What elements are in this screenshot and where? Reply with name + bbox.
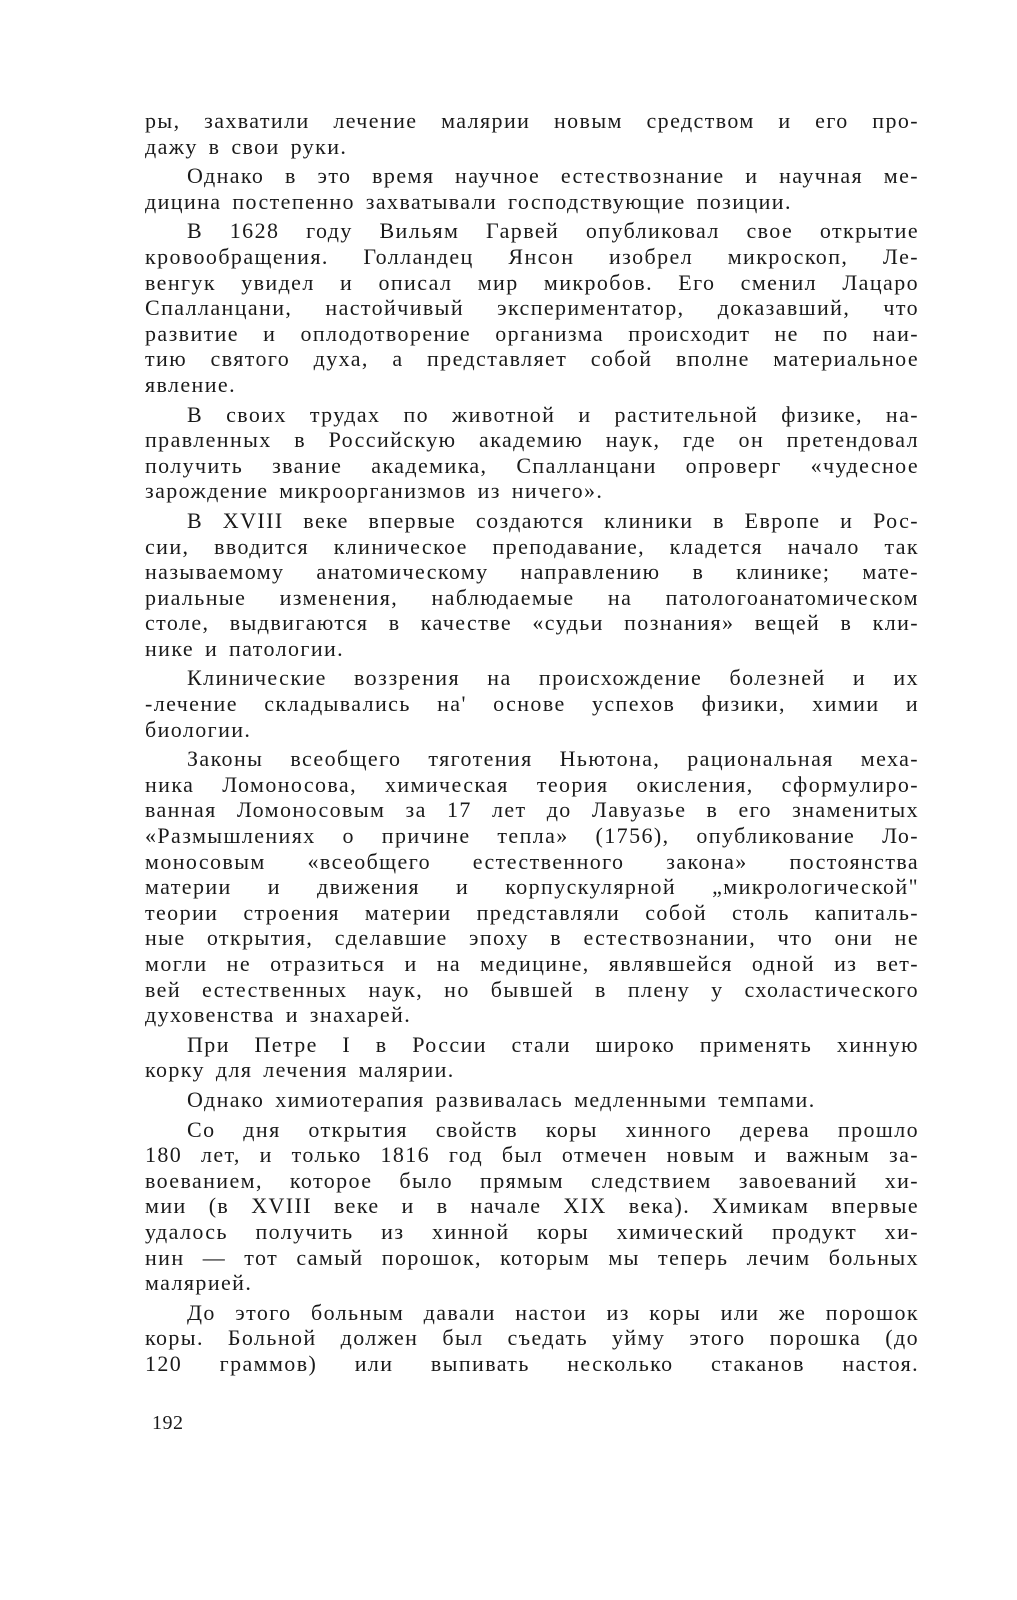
text-line: Спалланцани, настойчивый экспериментатор, доказавший, что — [145, 295, 919, 321]
text-line: Со дня открытия свойств коры хинного дерева прошло — [187, 1116, 919, 1142]
text-line: ные открытия, сделавшие эпоху в естествознании, что они не — [145, 925, 919, 951]
paragraph — [145, 218, 919, 397]
text-line: Клинические воззрения на происхождение болезней и их — [187, 665, 919, 691]
text-line: Однако химиотерапия развивалась медленными темпами. — [187, 1086, 816, 1112]
page-number: 192 — [152, 1412, 184, 1434]
text-line: 180 лет, и только 1816 год был отмечен новым и важным за- — [145, 1142, 919, 1168]
text-line: -лечение складывались на' основе успехов физики, химии и — [145, 691, 919, 717]
text-line: получить звание академика, Спалланцани опроверг «чудесное — [145, 452, 919, 478]
text-line: называемому анатомическому направлению в клинике; мате- — [145, 559, 919, 585]
text-line: «Размышлениях о причине тепла» (1756), опубликование Ло- — [145, 823, 919, 849]
text-line: дажу в свои руки. — [145, 133, 348, 159]
text-line: тию святого духа, а представляет собой вполне материальное — [145, 346, 919, 372]
paragraph — [145, 1032, 919, 1083]
text-line: корку для лечения малярии. — [145, 1057, 455, 1083]
text-line: удалось получить из хинной коры химический продукт хи- — [145, 1218, 919, 1244]
text-line: В XVIII веке впервые создаются клиники в Европе и Рос- — [187, 507, 919, 533]
text-line: венгук увидел и описал мир микробов. Его сменил Лацаро — [145, 269, 919, 295]
text-line: В своих трудах по животной и растительной физике, на- — [187, 401, 919, 427]
text-line: ры, захватили лечение малярии новым средством и его про- — [145, 108, 919, 133]
text-line: вей естественных наук, но бывшей в плену у схоластического — [145, 976, 919, 1002]
text-line: 120 граммов) или выпивать несколько стаканов настоя. — [145, 1350, 919, 1376]
text-line: развитие и оплодотворение организма происходит не по наи- — [145, 320, 919, 346]
text-line: мии (в XVIII веке и в начале XIX века). Химикам впервые — [145, 1193, 919, 1219]
text-line: сии, вводится клиническое преподавание, кладется начало так — [145, 533, 919, 559]
paragraph — [145, 1300, 919, 1377]
text-line: могли не отразиться и на медицине, являвшейся одной из вет- — [145, 951, 919, 976]
text-line: нике и патологии. — [145, 635, 345, 661]
text-line: биологии. — [145, 716, 252, 742]
paragraph — [145, 746, 919, 1028]
text-line: явление. — [145, 371, 236, 397]
text-line: воеванием, которое было прямым следствием завоеваний хи- — [145, 1167, 919, 1193]
text-line: кровообращения. Голландец Янсон изобрел микроскоп, Ле- — [145, 243, 919, 269]
text-line: нин — тот самый порошок, которым мы теперь лечим больных — [145, 1244, 919, 1270]
text-line: моносовым «всеобщего естественного закона» постоянства — [145, 848, 919, 874]
text-line: В 1628 году Вильям Гарвей опубликовал свое открытие — [187, 218, 919, 244]
text-line: дицина постепенно захватывали господствующие позиции. — [145, 188, 792, 214]
paragraph — [145, 108, 919, 159]
paragraph — [145, 1117, 919, 1296]
paragraph — [145, 508, 919, 662]
text-line: Однако в это время научное естествознание и научная ме- — [187, 163, 919, 189]
text-line: малярией. — [145, 1270, 253, 1296]
text-line: коры. Больной должен был съедать уйму этого порошка (до — [145, 1325, 919, 1351]
paragraph — [145, 1087, 919, 1113]
text-line: зарождение микроорганизмов из ничего». — [145, 478, 604, 504]
text-line: духовенства и знахарей. — [145, 1002, 412, 1028]
text-line: теории строения материи представляли собой столь капиталь- — [145, 899, 919, 925]
text-line: При Петре I в России стали широко применять хинную — [187, 1031, 919, 1057]
text-line: столе, выдвигаются в качестве «судьи познания» вещей в кли- — [145, 610, 919, 636]
paragraph — [145, 402, 919, 504]
text-line: ника Ломоносова, химическая теория окисления, сформулиро- — [145, 771, 919, 797]
paragraph — [145, 163, 919, 214]
text-line: риальные изменения, наблюдаемые на патологоанатомическом — [145, 584, 919, 610]
text-line: До этого больным давали настои из коры или же порошок — [187, 1299, 919, 1325]
page-body — [145, 108, 919, 1381]
text-line: материи и движения и корпускулярной „микрологической" — [145, 874, 919, 900]
text-line: ванная Ломоносовым за 17 лет до Лавуазье в его знаменитых — [145, 797, 919, 823]
paragraph — [145, 665, 919, 742]
text-line: Законы всеобщего тяготения Ньютона, рациональная меха- — [187, 746, 919, 772]
text-line: правленных в Российскую академию наук, где он претендовал — [145, 427, 919, 453]
